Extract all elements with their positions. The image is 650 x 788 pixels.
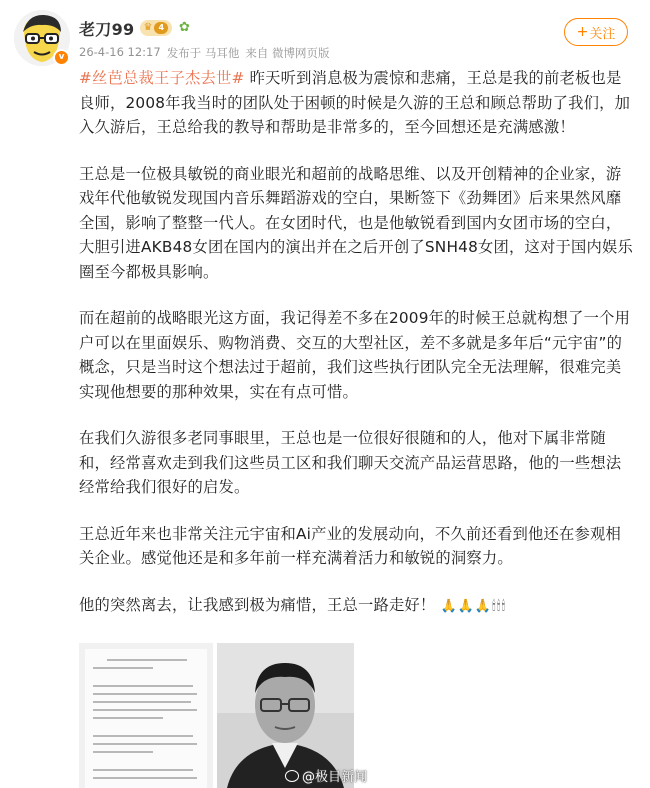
crown-icon: ♛ — [143, 22, 153, 33]
text-line — [93, 735, 193, 737]
post-paragraph: 在我们久游很多老同事眼里，王总也是一位很好很随和的人，他对下属非常随和，经常喜欢走到我们这些员工区和我们聊天交流产品运营思路，他的一些想法经常给我们很好的启发。 — [79, 429, 622, 496]
paragraph-text: 他的突然离去，让我感到极为痛惜，王总一路走好！ — [79, 595, 436, 614]
text-line — [93, 751, 153, 753]
weibo-logo-icon — [285, 770, 299, 782]
document-image-thumbnail[interactable] — [79, 643, 213, 788]
text-line — [93, 769, 193, 771]
post-location: 发布于 马耳他 — [166, 46, 240, 60]
text-line — [93, 717, 163, 719]
post-body — [79, 66, 634, 641]
text-line — [93, 777, 197, 779]
text-line — [93, 693, 197, 695]
text-line — [107, 659, 187, 661]
post-paragraph — [79, 66, 634, 140]
post-meta — [79, 45, 330, 61]
vip-badge[interactable] — [140, 20, 172, 36]
post-paragraph: 而在超前的战略眼光这方面，我记得差不多在2009年的时候王总就构想了一个用户可以在里面娱乐、购物消费、交互的大型社区，差不多就是多年后“元宇宙”的概念，只是当时这个想法过于超前，我们这些执行团队完全无法理解，很难完美实现他想要的那种效果，实在有点可惜。 — [79, 309, 631, 401]
post-paragraph — [79, 593, 634, 620]
sprout-icon[interactable]: ✿ — [179, 20, 190, 35]
prayer-candle-emoji: 🙏🙏🙏🕯🕯🕯 — [440, 598, 507, 614]
watermark-text: @极目新闻 — [302, 770, 368, 785]
vip-level: 4 — [154, 22, 168, 34]
hashtag-link[interactable]: #丝芭总裁王子杰去世# — [79, 69, 245, 87]
text-line — [93, 743, 197, 745]
post-paragraph: 王总是一位极具敏锐的商业眼光和超前的战略思维、以及开创精神的企业家，游戏年代他敏锐发现国内音乐舞蹈游戏的空白，果断签下《劲舞团》后来果然风靡全国，影响了整整一代人。在女团时代，也是他敏锐看到国内女团市场的空白，大胆引进AKB48女团在国内的演出并在之后开创了SNH48女团，这对于国内娱乐圈至今都极具影响。 — [79, 164, 633, 281]
text-line — [93, 709, 197, 711]
post-date[interactable]: 26-4-16 12:17 — [79, 45, 161, 59]
post-paragraph: 王总近年来也非常关注元宇宙和Ai产业的发展动向，不久前还看到他还在参观相关企业。感觉他还是和多年前一样充满着活力和敏锐的洞察力。 — [79, 524, 622, 567]
follow-label: 关注 — [589, 26, 616, 42]
text-line — [93, 685, 193, 687]
image-watermark — [285, 766, 367, 785]
text-line — [93, 701, 191, 703]
author-name[interactable]: 老刀99 — [79, 19, 135, 39]
follow-button[interactable] — [564, 18, 628, 46]
text-line — [93, 667, 153, 669]
paragraph-text: 昨天听到消息极为震惊和悲痛，王总是我的前老板也是良师，2008年我当时的团队处于困顿的时候是久游的王总和顾总帮助了我们，加入久游后，王总给我的教导和帮助是非常多的，至今回想还是充满感激！ — [79, 69, 631, 136]
post-source: 来自 微博网页版 — [245, 46, 330, 60]
verified-badge-icon: v — [53, 49, 70, 66]
plus-icon: + — [576, 24, 589, 40]
document-page — [85, 649, 207, 788]
